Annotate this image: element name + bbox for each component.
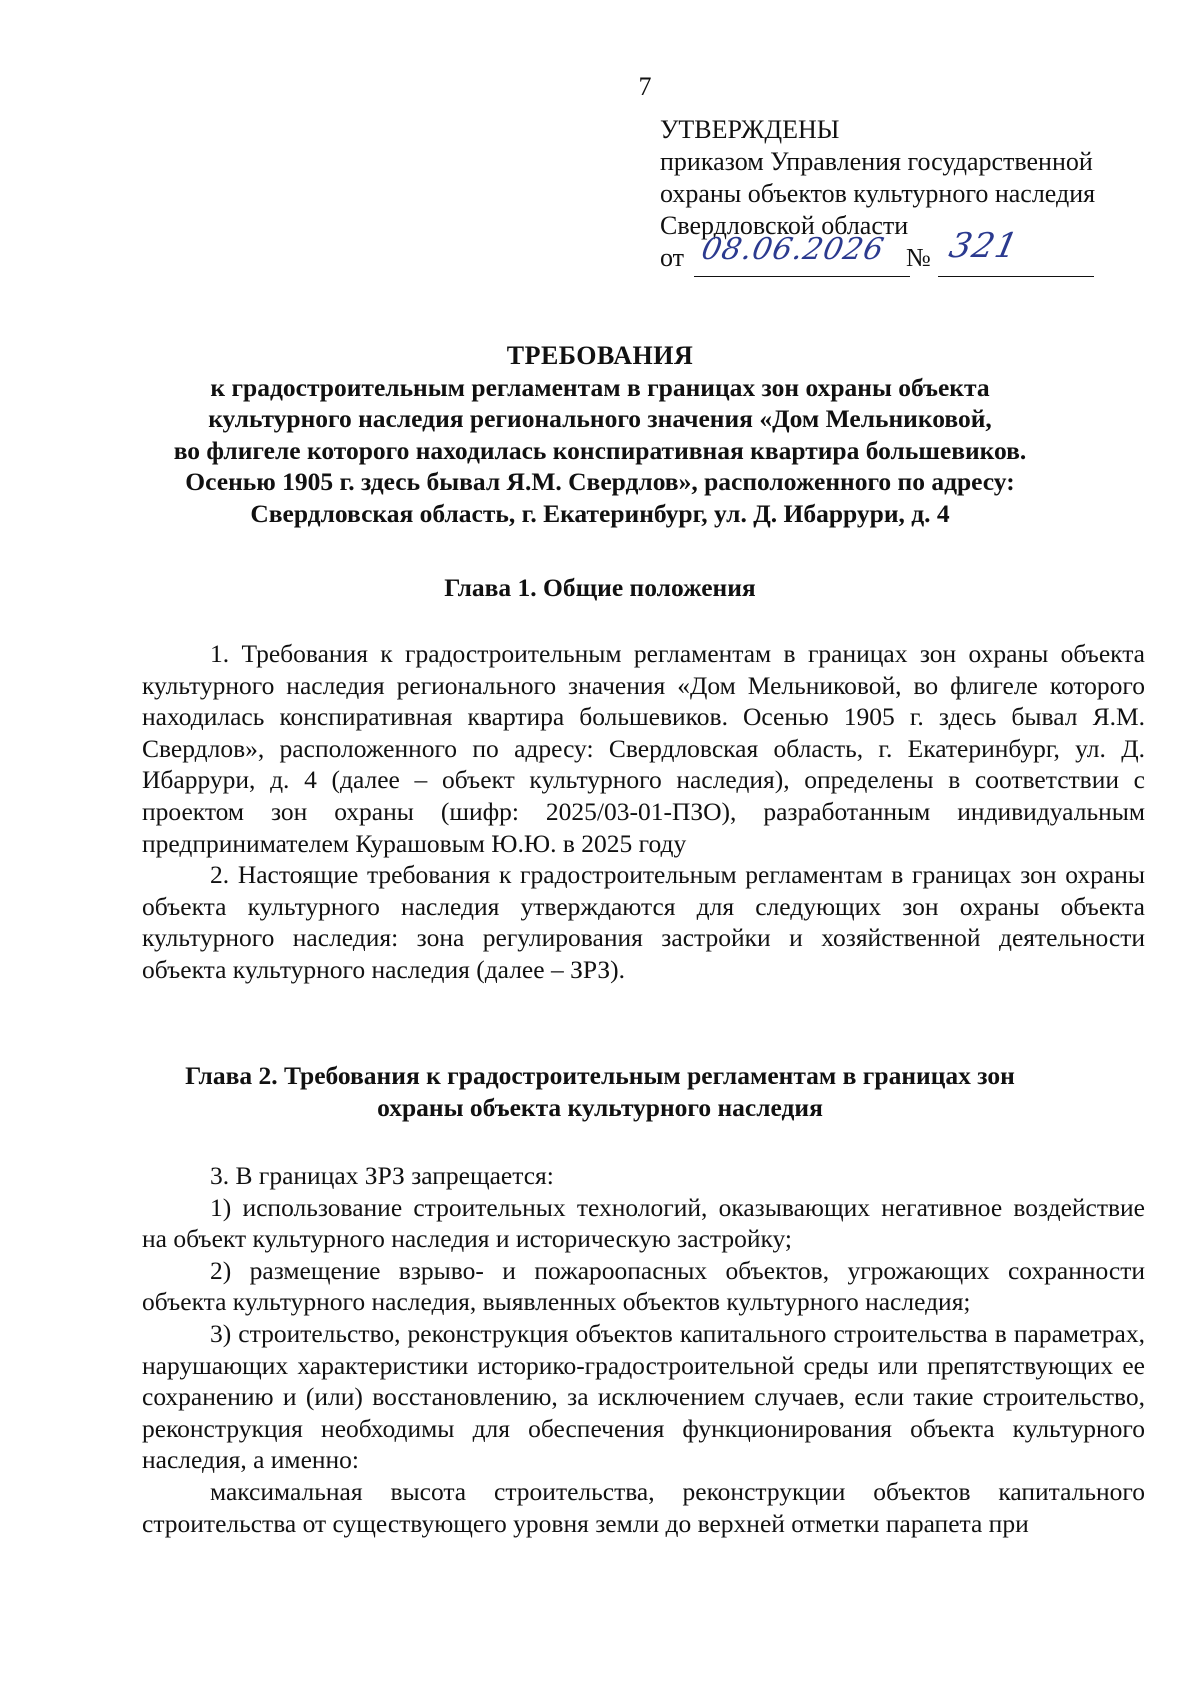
title-line: культурного наследия регионального значения «Дом Мельниковой,	[208, 404, 992, 434]
paragraph: 2. Настоящие требования к градостроительным регламентам в границах зон охраны объекта культурного наследия утверждаются для следующих зон охраны объекта культурного наследия: зона регулирования застройки и хозяйственной деятельности объекта культурного наследия (далее – ЗРЗ).	[142, 860, 1145, 984]
date-field	[694, 232, 910, 277]
chapter-1-body	[142, 638, 1145, 986]
handwritten-date: 08.06.2026	[698, 232, 888, 267]
chapter-heading-line: Глава 1. Общие положения	[444, 573, 756, 602]
chapter-heading-line: охраны объекта культурного наследия	[377, 1093, 823, 1122]
chapter-2-body	[142, 1160, 1145, 1539]
page-number: 7	[638, 72, 652, 101]
paragraph: максимальная высота строительства, реконструкции объектов капитального строительства от существующего уровня земли до верхней отметки парапета при	[142, 1476, 1145, 1538]
approval-stamp	[660, 114, 1170, 282]
paragraph: 3) строительство, реконструкция объектов капитального строительства в параметрах, нарушающих характеристики историко-градостроительной среды или препятствующих ее сохранению и (или) восстановлению, за исключением случаев, если такие строительство, реконструкция необходимы для обеспечения функционирования объекта культурного наследия, а именно:	[142, 1318, 1145, 1475]
handwritten-number: 321	[945, 226, 1023, 266]
title-line: во флигеле которого находилась конспиративная квартира большевиков.	[173, 435, 1027, 465]
number-field	[938, 226, 1094, 277]
title-line: к градостроительным регламентам в границах зон охраны объекта	[210, 372, 990, 402]
approval-heading: УТВЕРЖДЕНЫ	[660, 115, 840, 144]
approval-line: охраны объектов культурного наследия	[660, 179, 1096, 208]
title-line: Свердловская область, г. Екатеринбург, ул. Д. Ибаррури, д. 4	[250, 498, 950, 528]
title-line: Осенью 1905 г. здесь бывал Я.М. Свердлов», расположенного по адресу:	[185, 467, 1015, 497]
paragraph: 2) размещение взрыво- и пожароопасных объектов, угрожающих сохранности объекта культурного наследия, выявленных объектов культурного наследия;	[142, 1255, 1145, 1317]
chapter-1-heading	[100, 572, 1100, 604]
paragraph: 1. Требования к градостроительным регламентам в границах зон охраны объекта культурного наследия регионального значения «Дом Мельниковой, во флигеле которого находилась конспиративная квартира большевиков. Осенью 1905 г. здесь бывал Я.М. Свердлов», расположенного по адресу: Свердловская область, г. Екатеринбург, ул. Д. Ибаррури, д. 4 (далее – объект культурного наследия), определены в соответствии с проектом зон охраны (шифр: 2025/03-01-ПЗО), разработанным индивидуальным предпринимателем Курашовым Ю.Ю. в 2025 году	[142, 639, 1145, 858]
approval-line: приказом Управления государственной	[660, 147, 1093, 176]
chapter-2-heading	[100, 1060, 1100, 1124]
chapter-heading-line: Глава 2. Требования к градостроительным регламентам в границах зон	[185, 1061, 1015, 1090]
from-label: от	[660, 243, 685, 272]
title-heading: ТРЕБОВАНИЯ	[506, 341, 694, 370]
document-title	[100, 340, 1100, 530]
paragraph: 1) использование строительных технологий, оказывающих негативное воздействие на объект культурного наследия и историческую застройку;	[142, 1192, 1145, 1254]
approval-line: Свердловской области	[660, 211, 909, 240]
approval-date-number-row	[660, 226, 1170, 282]
number-label: №	[906, 243, 931, 272]
paragraph: 3. В границах ЗРЗ запрещается:	[210, 1161, 554, 1190]
